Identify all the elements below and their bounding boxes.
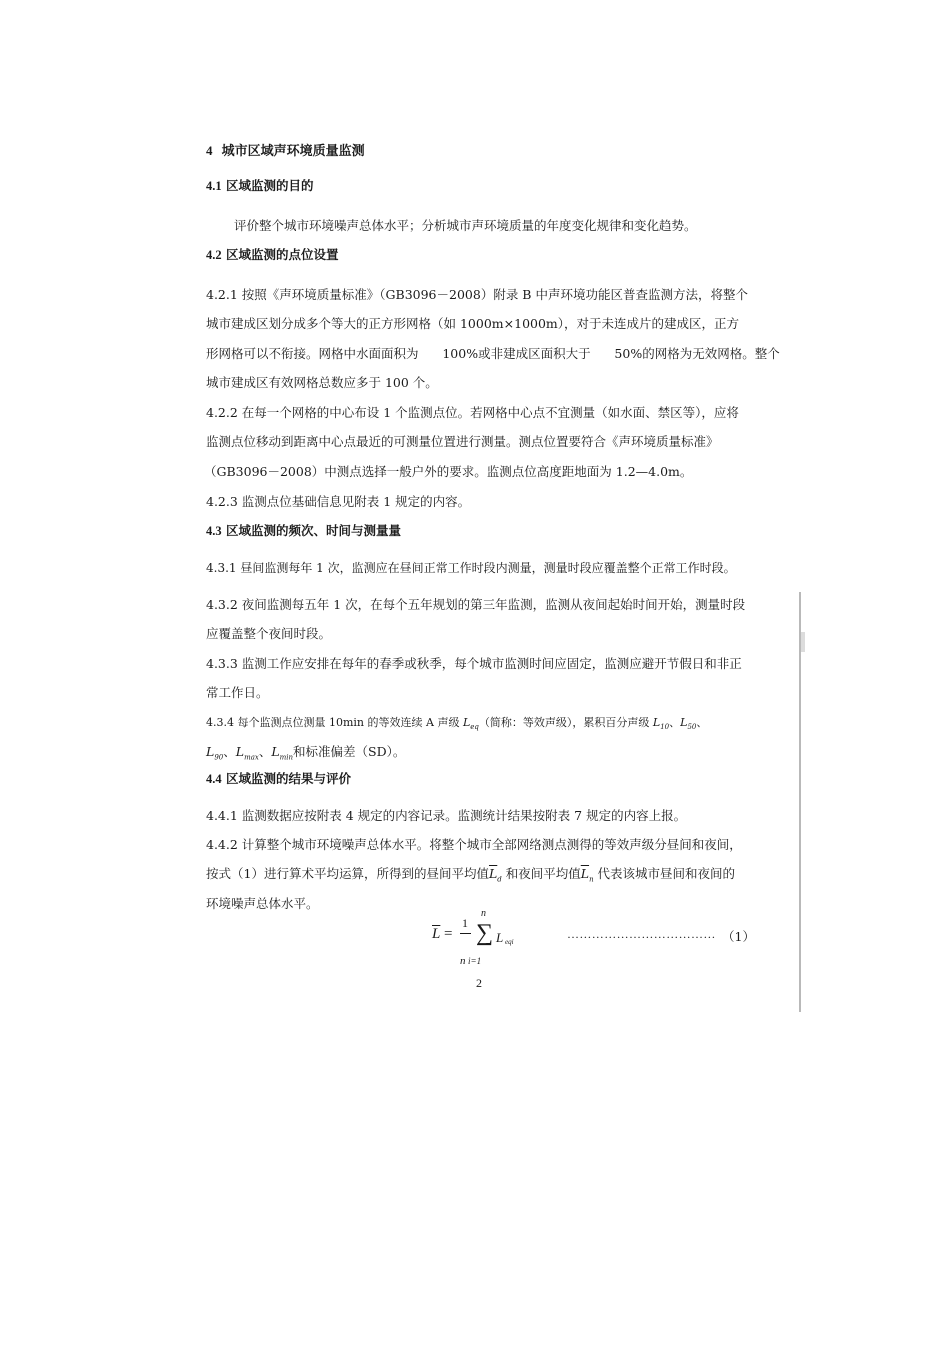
paragraph-4-2-1-line-1: 4.2.1 按照《声环境质量标准》（GB3096－2008）附录 B 中声环境功能区普查监测方法，将整个 [206,287,748,302]
paragraph-4-3-3-line-1: 4.3.3 监测工作应安排在每年的春季或秋季，每个城市监测时间应固定，监测应避开节假日和非正 [206,656,742,671]
paragraph-4-2-2-line-2: 监测点位移动到距离中心点最近的可测量位置进行测量。测点位置要符合《声环境质量标准》 [206,434,719,449]
paragraph-4-3-4-line-2: $L_{90}$、$L_{max}$、$L_{min}$和标准偏差（SD）。 [206,744,406,762]
vertical-rule [799,592,801,1012]
formula-equals: = [444,926,453,942]
formula-leader-dots: ……………………………… [567,927,716,941]
vertical-rule-tick [801,632,805,652]
page-number: 2 [476,976,482,990]
paragraph-4-2-1-line-4: 城市建成区有效网格总数应多于 100 个。 [206,375,438,390]
paragraph-4-3-1: 4.3.1 昼间监测每年 1 次，监测应在昼间正常工作时段内测量，测量时段应覆盖整个正常工作时段。 [206,561,736,575]
section-heading-4: 4 城市区域声环境质量监测 [206,143,365,159]
formula-denominator: n [460,955,466,967]
section-heading-4-3: 4.3 区域监测的频次、时间与测量量 [206,523,401,538]
section-heading-4-2: 4.2 区域监测的点位设置 [206,247,339,262]
paragraph-4-2-2-line-3: （GB3096－2008）中测点选择一般户外的要求。监测点位高度距地面为 1.2—4.0m。 [204,464,693,479]
paragraph-4-3-2-line-2: 应覆盖整个夜间时段。 [206,626,332,641]
paragraph-4-4-1: 4.4.1 监测数据应按附表 4 规定的内容记录。监测统计结果按附表 7 规定的内容上报。 [206,808,687,823]
section-heading-4-1: 4.1 区域监测的目的 [206,178,314,193]
paragraph-4-2-1-line-2: 城市建成区划分成多个等大的正方形网格（如 1000m×1000m），对于未连成片的建成区，正方 [206,316,740,331]
paragraph-4-3-4-line-1: 4.3.4 每个监测点位测量 10min 的等效连续 A 声级 $L_{eq}$（简称：等效声级），累积百分声级 $L_{10}$、$L_{50}$、 [206,716,708,732]
formula-lhs: $\overline{L}$ [432,926,441,942]
paragraph-4-1: 评价整个城市环境噪声总体水平；分析城市声环境质量的年度变化规律和变化趋势。 [234,218,697,233]
paragraph-4-2-1-line-3: 形网格可以不衔接。网格中水面面积为 100%或非建成区面积大于 50%的网格为无效网格。整个 [206,346,780,361]
formula-sum-sign: ∑ [476,920,494,946]
formula-term: L [496,930,504,945]
paragraph-4-4-2-line-1: 4.4.2 计算整个城市环境噪声总体水平。将整个城市全部网络测点测得的等效声级分昼间和夜间， [206,837,742,852]
paragraph-4-4-2-line-2: 按式（1）进行算术平均运算，所得到的昼间平均值$\overline{L}_d$ 和夜间平均值$\overline{L}_n$ 代表该城市昼间和夜间的 [206,866,736,884]
formula-sum-upper: n [481,908,486,919]
paragraph-4-4-2-line-3: 环境噪声总体水平。 [206,896,319,911]
paragraph-4-2-2-line-1: 4.2.2 在每一个网格的中心布设 1 个监测点位。若网格中心点不宜测量（如水面、禁区等），应将 [206,405,739,420]
formula-numerator: 1 [462,916,468,930]
paragraph-4-3-2-line-1: 4.3.2 夜间监测每五年 1 次，在每个五年规划的第三年监测，监测从夜间起始时间开始，测量时段 [206,597,746,612]
section-heading-4-4: 4.4 区域监测的结果与评价 [206,771,351,786]
paragraph-4-2-3: 4.2.3 监测点位基础信息见附表 1 规定的内容。 [206,494,471,509]
formula-sum-lower: i=1 [468,956,482,966]
formula-number: （1） [722,929,755,944]
formula-term-subscript: eqi [505,938,514,946]
formula-1 [432,908,552,970]
formula-fraction-bar [460,933,471,934]
paragraph-4-3-3-line-2: 常工作日。 [206,685,269,700]
